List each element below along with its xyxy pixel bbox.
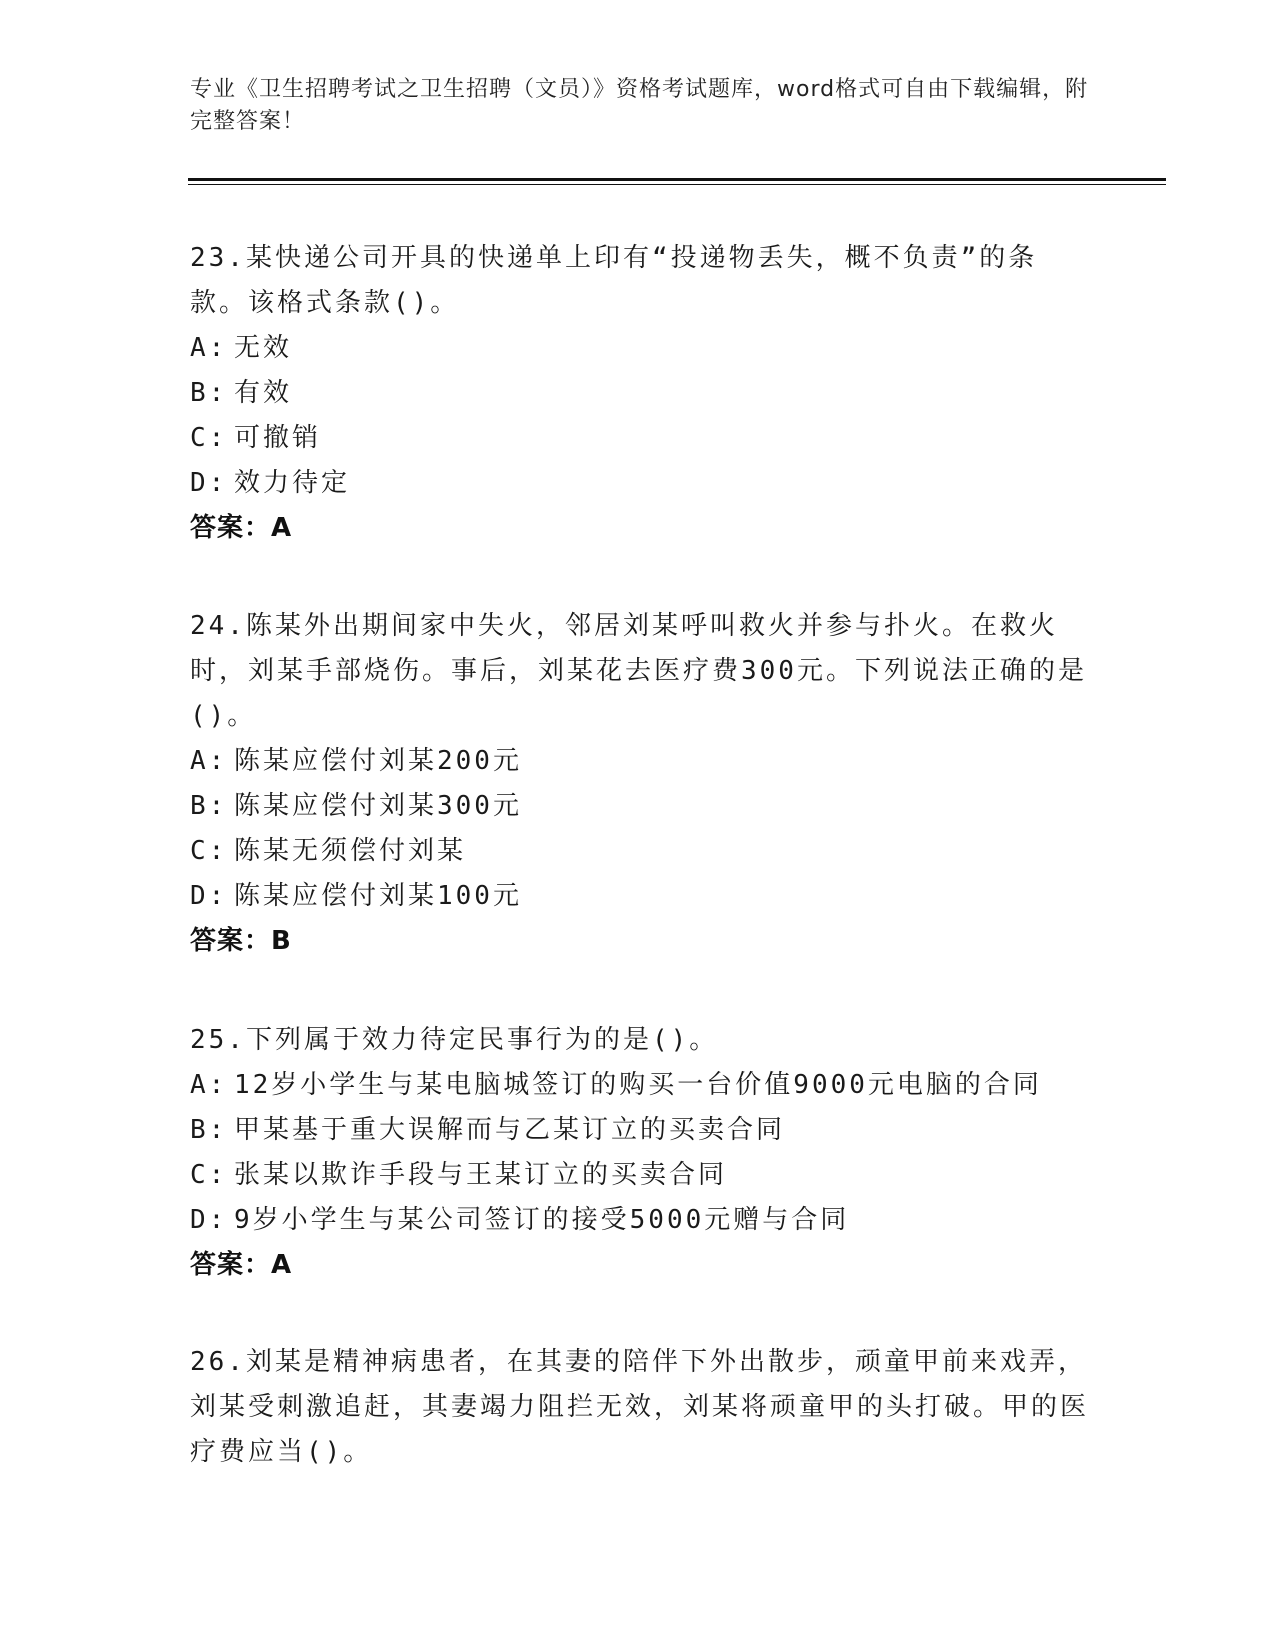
question-26 [190,1340,1090,1475]
option-a [190,739,1090,784]
option-text: 可撤销 [234,423,322,453]
option-c [190,1153,1090,1198]
option-letter: D: [190,881,228,911]
option-c [190,416,1090,461]
question-24 [190,604,1090,964]
option-text: 陈某应偿付刘某200元 [234,746,522,776]
header-divider-thin [188,184,1166,185]
option-b [190,784,1090,829]
option-d [190,461,1090,506]
option-text: 陈某应偿付刘某300元 [234,791,522,821]
option-letter: D: [190,1205,228,1235]
option-letter: C: [190,1160,228,1190]
option-letter: B: [190,1115,228,1145]
option-text: 甲某基于重大误解而与乙某订立的买卖合同 [234,1115,786,1145]
option-text: 陈某应偿付刘某100元 [234,881,522,911]
option-c [190,829,1090,874]
option-text: 9岁小学生与某公司签订的接受5000元赠与合同 [234,1205,850,1235]
question-text: 25.下列属于效力待定民事行为的是()。 [190,1025,719,1055]
option-a [190,326,1090,371]
answer-line: 答案：A [190,513,293,543]
option-d [190,874,1090,919]
option-letter: B: [190,791,228,821]
option-b [190,1108,1090,1153]
option-text: 效力待定 [234,468,351,498]
option-text: 张某以欺诈手段与王某订立的买卖合同 [234,1160,728,1190]
option-letter: C: [190,423,228,453]
header-divider-thick [188,178,1166,181]
option-d [190,1198,1090,1243]
question-25 [190,1018,1090,1288]
option-letter: D: [190,468,228,498]
option-a [190,1063,1090,1108]
option-text: 有效 [234,378,293,408]
option-text: 12岁小学生与某电脑城签订的购买一台价值9000元电脑的合同 [234,1070,1042,1100]
question-text: 24.陈某外出期间家中失火，邻居刘某呼叫救火并参与扑火。在救火时，刘某手部烧伤。事后，刘某花去医疗费300元。下列说法正确的是()。 [190,611,1087,731]
document-header: 专业《卫生招聘考试之卫生招聘（文员）》资格考试题库，word格式可自由下载编辑，附完整答案！ [190,77,1089,134]
question-text: 26.刘某是精神病患者，在其妻的陪伴下外出散步，顽童甲前来戏弄，刘某受刺激追赶，其妻竭力阻拦无效，刘某将顽童甲的头打破。甲的医疗费应当()。 [190,1347,1090,1467]
question-23 [190,236,1090,551]
option-letter: A: [190,746,228,776]
option-letter: A: [190,1070,228,1100]
option-b [190,371,1090,416]
option-letter: B: [190,378,228,408]
answer-line: 答案：A [190,1250,293,1280]
option-text: 无效 [234,333,293,363]
option-text: 陈某无须偿付刘某 [234,836,467,866]
question-text: 23.某快递公司开具的快递单上印有“投递物丢失，概不负责”的条款。该格式条款()。 [190,243,1038,318]
option-letter: C: [190,836,228,866]
option-letter: A: [190,333,228,363]
answer-line: 答案：B [190,926,292,956]
